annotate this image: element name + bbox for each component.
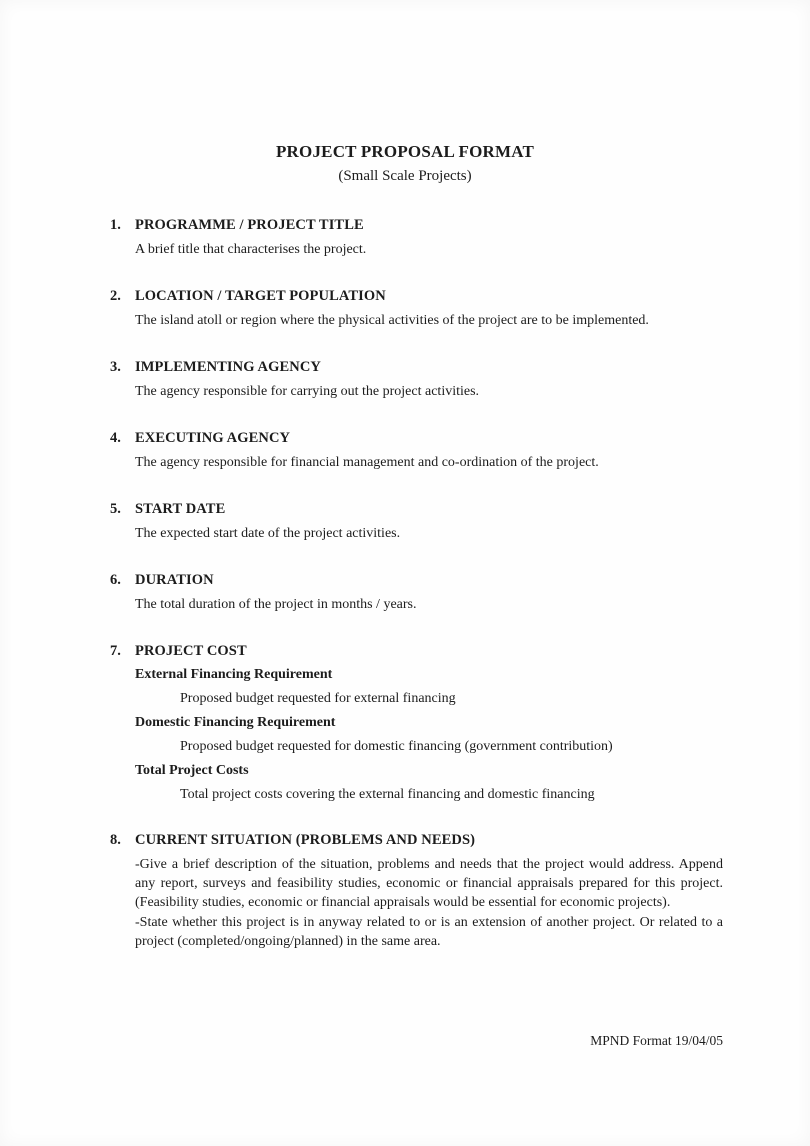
section-current-situation	[110, 831, 723, 951]
section-content	[135, 429, 723, 472]
section-number: 6.	[110, 572, 121, 588]
section-body: The total duration of the project in months / years.	[135, 597, 417, 612]
section-number: 5.	[110, 501, 121, 517]
section-implementing-agency	[110, 358, 723, 401]
cost-item-description: Proposed budget requested for external financing	[180, 691, 456, 706]
section-content	[135, 358, 723, 401]
section-content	[135, 500, 723, 543]
section-programme-project-title	[110, 216, 723, 259]
document-subtitle: (Small Scale Projects)	[338, 168, 472, 184]
section-content	[135, 831, 723, 951]
section-content	[135, 642, 723, 807]
cost-item-external-financing	[135, 663, 723, 711]
section-number: 4.	[110, 430, 121, 446]
cost-item-domestic-financing	[135, 711, 723, 759]
section-heading: START DATE	[135, 501, 226, 517]
section-project-cost	[110, 642, 723, 807]
section-body: The expected start date of the project activities.	[135, 526, 401, 541]
document-title: PROJECT PROPOSAL FORMAT	[275, 142, 535, 161]
section-heading: EXECUTING AGENCY	[135, 430, 291, 446]
section-body: The island atoll or region where the physical activities of the project are to be implemented.	[135, 313, 649, 328]
section-location-target-population	[110, 287, 723, 330]
section-paragraph: -Give a brief description of the situation, problems and needs that the project would address. Append any report, surveys and feasibility studies, economic or financial appraisals prepared for this project. (Feasibility studies, economic or financial appraisals would be essential for economic projects).	[135, 857, 723, 910]
cost-item-label: External Financing Requirement	[135, 667, 333, 682]
section-body: A brief title that characterises the project.	[135, 242, 367, 257]
section-number: 2.	[110, 288, 121, 304]
section-number: 8.	[110, 832, 121, 848]
cost-item-total-project-costs	[135, 759, 723, 807]
section-paragraph: -State whether this project is in anyway related to or is an extension of another project. Or related to a project (completed/ongoing/planned) in the same area.	[135, 915, 723, 949]
document-header	[0, 142, 810, 186]
footer-format-note: MPND Format 19/04/05	[590, 1033, 723, 1048]
cost-item-label: Total Project Costs	[135, 763, 249, 778]
section-heading: IMPLEMENTING AGENCY	[135, 359, 321, 375]
section-content	[135, 287, 723, 330]
cost-item-description: Proposed budget requested for domestic financing (government contribution)	[180, 739, 613, 754]
cost-item-description: Total project costs covering the external financing and domestic financing	[180, 787, 595, 802]
section-content	[135, 571, 723, 614]
section-start-date	[110, 500, 723, 543]
section-heading: LOCATION / TARGET POPULATION	[135, 288, 386, 304]
section-body: The agency responsible for financial management and co-ordination of the project.	[135, 455, 599, 470]
section-number: 1.	[110, 217, 121, 233]
section-number: 7.	[110, 643, 121, 659]
section-content	[135, 216, 723, 259]
section-heading: PROGRAMME / PROJECT TITLE	[135, 217, 364, 233]
section-heading: DURATION	[135, 572, 214, 588]
section-body: The agency responsible for carrying out the project activities.	[135, 384, 480, 399]
section-duration	[110, 571, 723, 614]
section-number: 3.	[110, 359, 121, 375]
section-heading: CURRENT SITUATION (PROBLEMS AND NEEDS)	[135, 832, 476, 848]
section-executing-agency	[110, 429, 723, 472]
section-heading: PROJECT COST	[135, 643, 247, 659]
cost-item-label: Domestic Financing Requirement	[135, 715, 336, 730]
